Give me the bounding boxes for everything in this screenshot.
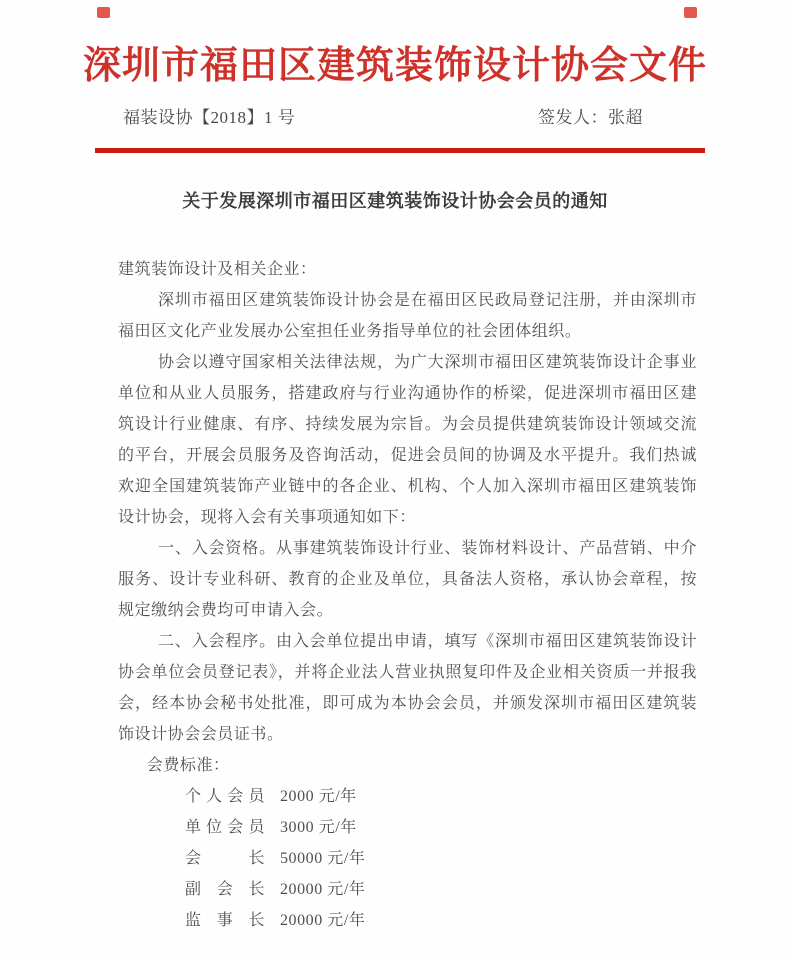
- salutation: 建筑装饰设计及相关企业：: [118, 261, 317, 278]
- fee-label: 副会长: [185, 881, 265, 898]
- document-number: 福装设协【2018】1 号: [123, 108, 296, 127]
- fee-value: 3000 元/年: [280, 819, 357, 836]
- fee-row: [185, 874, 697, 905]
- fee-value: 2000 元/年: [280, 788, 357, 805]
- fee-row: [185, 905, 697, 936]
- issuer-name: 签发人：张超: [538, 108, 643, 127]
- fee-table: [185, 781, 697, 936]
- document-header: [0, 0, 790, 153]
- notice-body: [118, 254, 697, 936]
- fee-section-heading: 会费标准：: [146, 757, 230, 774]
- corner-stamp-icon: [684, 7, 697, 18]
- fee-row: [185, 781, 697, 812]
- fee-value: 20000 元/年: [280, 881, 366, 898]
- paragraph-qualification: 一、入会资格。从事建筑装饰设计行业、装饰材料设计、产品营销、中介服务、设计专业科研、教育的企业及单位，具备法人资格，承认协会章程，按规定缴纳会费均可申请入会。: [118, 540, 697, 619]
- document-meta-row: [123, 106, 643, 130]
- fee-label: 个人会员: [185, 788, 265, 805]
- fee-row: [185, 843, 697, 874]
- org-banner-title: 深圳市福田区建筑装饰设计协会文件: [82, 45, 707, 87]
- corner-stamp-icon: [97, 7, 110, 18]
- paragraph-procedure: 二、入会程序。由入会单位提出申请，填写《深圳市福田区建筑装饰设计协会单位会员登记表》，并将企业法人营业执照复印件及企业相关资质一并报我会，经本协会秘书处批准，即可成为本协会会员，并颁发深圳市福田区建筑装饰设计协会会员证书。: [118, 633, 697, 743]
- fee-label: 单位会员: [185, 819, 265, 836]
- paragraph-purpose: 协会以遵守国家相关法律法规，为广大深圳市福田区建筑装饰设计企事业单位和从业人员服务，搭建政府与行业沟通协作的桥梁，促进深圳市福田区建筑设计行业健康、有序、持续发展为宗旨。为会员提供建筑装饰设计领域交流的平台，开展会员服务及咨询活动，促进会员间的协调及水平提升。我们热诚欢迎全国建筑装饰产业链中的各企业、机构、个人加入深圳市福田区建筑装饰设计协会，现将入会有关事项通知如下：: [118, 354, 697, 526]
- fee-label: 会长: [185, 850, 265, 867]
- header-divider: [95, 148, 705, 153]
- notice-title: 关于发展深圳市福田区建筑装饰设计协会会员的通知: [182, 191, 608, 211]
- paragraph-intro: 深圳市福田区建筑装饰设计协会是在福田区民政局登记注册，并由深圳市福田区文化产业发展办公室担任业务指导单位的社会团体组织。: [118, 292, 697, 340]
- fee-value: 20000 元/年: [280, 912, 366, 929]
- fee-row: [185, 812, 697, 843]
- fee-label: 监事长: [185, 912, 265, 929]
- fee-value: 50000 元/年: [280, 850, 366, 867]
